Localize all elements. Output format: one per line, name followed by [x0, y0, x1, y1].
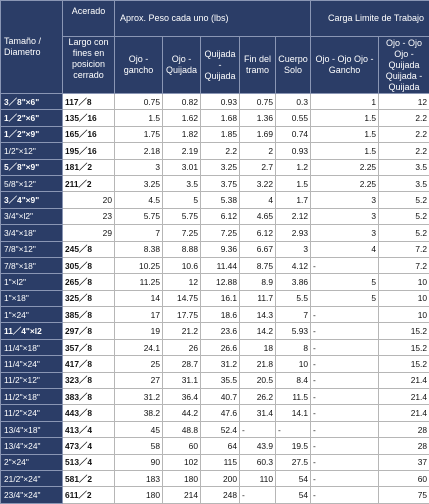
value-cell: 0.3	[276, 94, 311, 110]
header-size: Tamaño / Diametro	[1, 1, 63, 94]
value-cell: 1.5	[311, 110, 379, 126]
table-row	[1, 470, 429, 486]
value-cell: 6.12	[201, 208, 240, 224]
part-cell: 413／4	[63, 421, 115, 437]
table-row	[1, 487, 429, 503]
table-row	[1, 192, 429, 208]
value-cell: 17.75	[163, 307, 201, 323]
value-cell: 40.7	[201, 389, 240, 405]
part-cell: 20	[63, 192, 115, 208]
value-cell: -	[311, 438, 379, 454]
size-cell: 21/2"×24"	[1, 470, 63, 486]
header-col: Quijada - Quijada	[201, 37, 240, 94]
part-cell: 383／8	[63, 389, 115, 405]
table-row	[1, 356, 429, 372]
value-cell: 110	[240, 470, 276, 486]
value-cell: 3.22	[240, 175, 276, 191]
value-cell: 11.5	[276, 389, 311, 405]
value-cell: 1.69	[240, 126, 276, 142]
part-cell: 323／8	[63, 372, 115, 388]
value-cell: 26.6	[201, 339, 240, 355]
value-cell: 2.93	[276, 225, 311, 241]
value-cell: -	[311, 323, 379, 339]
size-cell: 1／2"×9"	[1, 126, 63, 142]
value-cell: 248	[201, 487, 240, 503]
value-cell: 26	[163, 339, 201, 355]
value-cell: 28.7	[163, 356, 201, 372]
value-cell: 2.2	[379, 143, 429, 159]
value-cell: 183	[115, 470, 163, 486]
value-cell: 16.1	[201, 290, 240, 306]
value-cell: 15.2	[379, 356, 429, 372]
value-cell: 7	[115, 225, 163, 241]
size-cell: 1"×18"	[1, 290, 63, 306]
value-cell: 5	[163, 192, 201, 208]
table-row	[1, 307, 429, 323]
value-cell: -	[240, 421, 276, 437]
size-cell: 3/4"×18"	[1, 225, 63, 241]
value-cell: 21.4	[379, 389, 429, 405]
value-cell: 18.6	[201, 307, 240, 323]
table-row	[1, 438, 429, 454]
value-cell: 2.2	[379, 126, 429, 142]
value-cell: 2.19	[163, 143, 201, 159]
table-row	[1, 110, 429, 126]
header-col: Ojo - Ojo Ojo - Gancho	[311, 37, 379, 94]
value-cell: 28	[379, 438, 429, 454]
value-cell: 54	[276, 470, 311, 486]
value-cell: 12	[379, 94, 429, 110]
part-cell: 443／8	[63, 405, 115, 421]
value-cell: 36.4	[163, 389, 201, 405]
table-row	[1, 454, 429, 470]
value-cell: 3.25	[115, 175, 163, 191]
size-cell: 5/8"×12"	[1, 175, 63, 191]
value-cell: 1.62	[163, 110, 201, 126]
value-cell: 27.5	[276, 454, 311, 470]
table-row	[1, 274, 429, 290]
value-cell: 23.6	[201, 323, 240, 339]
value-cell: 200	[201, 470, 240, 486]
value-cell: 3	[115, 159, 163, 175]
value-cell: 3.01	[163, 159, 201, 175]
value-cell: 11.7	[240, 290, 276, 306]
value-cell: 21.8	[240, 356, 276, 372]
value-cell: 14	[115, 290, 163, 306]
value-cell: 10.6	[163, 257, 201, 273]
part-cell: 473／4	[63, 438, 115, 454]
value-cell: 6.67	[240, 241, 276, 257]
value-cell: -	[311, 372, 379, 388]
value-cell: 10.25	[115, 257, 163, 273]
table-row	[1, 421, 429, 437]
value-cell: 38.2	[115, 405, 163, 421]
value-cell: 58	[115, 438, 163, 454]
value-cell: 20.5	[240, 372, 276, 388]
part-cell: 357／8	[63, 339, 115, 355]
size-cell: 3／8"×6"	[1, 94, 63, 110]
value-cell: 0.74	[276, 126, 311, 142]
part-cell: 385／8	[63, 307, 115, 323]
header-col: Fin del tramo	[240, 37, 276, 94]
size-cell: 7/8"×18"	[1, 257, 63, 273]
value-cell: 0.75	[240, 94, 276, 110]
part-cell: 325／8	[63, 290, 115, 306]
value-cell: 3	[311, 192, 379, 208]
table-row	[1, 94, 429, 110]
value-cell: -	[311, 307, 379, 323]
value-cell: 15.2	[379, 323, 429, 339]
value-cell: 21.4	[379, 372, 429, 388]
value-cell: 90	[115, 454, 163, 470]
value-cell: 1.75	[115, 126, 163, 142]
value-cell: 1.5	[311, 126, 379, 142]
size-cell: 1/2"×12"	[1, 143, 63, 159]
value-cell: 15.2	[379, 339, 429, 355]
table-row	[1, 339, 429, 355]
value-cell: 1.2	[276, 159, 311, 175]
value-cell: 12.88	[201, 274, 240, 290]
value-cell: 3	[311, 208, 379, 224]
value-cell: 180	[163, 470, 201, 486]
header-col: Ojo - Ojo Ojo - Quijada Quijada - Quijada	[379, 37, 429, 94]
value-cell: 26.2	[240, 389, 276, 405]
value-cell: 4.12	[276, 257, 311, 273]
value-cell: 14.2	[240, 323, 276, 339]
value-cell: -	[311, 257, 379, 273]
value-cell: -	[240, 487, 276, 503]
value-cell: 3.75	[201, 175, 240, 191]
value-cell: 7.25	[201, 225, 240, 241]
value-cell: 10	[379, 274, 429, 290]
value-cell: 5	[311, 290, 379, 306]
value-cell: 28	[379, 421, 429, 437]
part-cell: 181／2	[63, 159, 115, 175]
value-cell: 21.4	[379, 405, 429, 421]
header-col: Cuerpo Solo	[276, 37, 311, 94]
value-cell: 52.4	[201, 421, 240, 437]
value-cell: 7.25	[163, 225, 201, 241]
header-acerado: Acerado	[63, 1, 115, 37]
table-row	[1, 389, 429, 405]
value-cell: 2.2	[201, 143, 240, 159]
value-cell: 0.93	[276, 143, 311, 159]
value-cell: 3.25	[201, 159, 240, 175]
value-cell: 2.25	[311, 159, 379, 175]
size-cell: 1"×l2"	[1, 274, 63, 290]
table-row	[1, 175, 429, 191]
value-cell: 2	[240, 143, 276, 159]
value-cell: 8.88	[163, 241, 201, 257]
header-col: Ojo - gancho	[115, 37, 163, 94]
value-cell: 5.75	[115, 208, 163, 224]
value-cell: -	[311, 487, 379, 503]
value-cell: -	[311, 421, 379, 437]
value-cell: 4	[311, 241, 379, 257]
value-cell: 5.75	[163, 208, 201, 224]
value-cell: 44.2	[163, 405, 201, 421]
value-cell: 5	[311, 274, 379, 290]
size-cell: 1"×24"	[1, 307, 63, 323]
value-cell: 8.4	[276, 372, 311, 388]
value-cell: 7.2	[379, 241, 429, 257]
value-cell: 6.12	[240, 225, 276, 241]
table-row	[1, 143, 429, 159]
value-cell: 14.75	[163, 290, 201, 306]
value-cell: 43.9	[240, 438, 276, 454]
value-cell: 5.2	[379, 192, 429, 208]
value-cell: 8.75	[240, 257, 276, 273]
part-cell: 165／16	[63, 126, 115, 142]
size-cell: 7/8"×12"	[1, 241, 63, 257]
part-cell: 305／8	[63, 257, 115, 273]
value-cell: 10	[379, 307, 429, 323]
value-cell: 2.12	[276, 208, 311, 224]
value-cell: 21.2	[163, 323, 201, 339]
value-cell: -	[311, 339, 379, 355]
part-cell: 417／8	[63, 356, 115, 372]
size-cell: 23/4"×24"	[1, 487, 63, 503]
table-row	[1, 372, 429, 388]
value-cell: 3.86	[276, 274, 311, 290]
value-cell: -	[311, 470, 379, 486]
value-cell: 4.5	[115, 192, 163, 208]
size-cell: 5／8"×9"	[1, 159, 63, 175]
value-cell: 17	[115, 307, 163, 323]
table-row	[1, 225, 429, 241]
value-cell: 9.36	[201, 241, 240, 257]
header-largo: Largo con fines en posicion cerrado	[63, 37, 115, 94]
value-cell: 2.2	[379, 110, 429, 126]
value-cell: 3	[311, 225, 379, 241]
part-cell: 195／16	[63, 143, 115, 159]
table-row	[1, 323, 429, 339]
value-cell: 8	[276, 339, 311, 355]
value-cell: 1.85	[201, 126, 240, 142]
value-cell: -	[311, 454, 379, 470]
value-cell: 1	[311, 94, 379, 110]
value-cell: 48.8	[163, 421, 201, 437]
value-cell: -	[311, 389, 379, 405]
value-cell: 5.2	[379, 225, 429, 241]
table-row	[1, 290, 429, 306]
value-cell: 102	[163, 454, 201, 470]
value-cell: 115	[201, 454, 240, 470]
size-cell: 3／4"×9"	[1, 192, 63, 208]
size-cell: 2"×24"	[1, 454, 63, 470]
size-cell: 13/4"×24"	[1, 438, 63, 454]
value-cell: 10	[379, 290, 429, 306]
value-cell: 11.44	[201, 257, 240, 273]
size-cell: 11/2"×12"	[1, 372, 63, 388]
value-cell: 214	[163, 487, 201, 503]
table-row	[1, 257, 429, 273]
value-cell: 35.5	[201, 372, 240, 388]
part-cell: 29	[63, 225, 115, 241]
part-cell: 513／4	[63, 454, 115, 470]
part-cell: 245／8	[63, 241, 115, 257]
part-cell: 265／8	[63, 274, 115, 290]
value-cell: 1.68	[201, 110, 240, 126]
header-aprox-weight: Aprox. Peso cada uno (lbs)	[115, 1, 311, 37]
value-cell: 31.2	[115, 389, 163, 405]
value-cell: 5.93	[276, 323, 311, 339]
value-cell: 31.2	[201, 356, 240, 372]
value-cell: 18	[240, 339, 276, 355]
value-cell: 2.18	[115, 143, 163, 159]
spec-table-body	[1, 94, 429, 504]
part-cell: 135／16	[63, 110, 115, 126]
value-cell: 60	[163, 438, 201, 454]
value-cell: 7	[276, 307, 311, 323]
value-cell: 4	[240, 192, 276, 208]
value-cell: 19.5	[276, 438, 311, 454]
size-cell: 11/2"×24"	[1, 405, 63, 421]
header-col: Ojo - Quijada	[163, 37, 201, 94]
value-cell: 5.2	[379, 208, 429, 224]
value-cell: 47.6	[201, 405, 240, 421]
value-cell: 0.82	[163, 94, 201, 110]
table-row	[1, 159, 429, 175]
table-row	[1, 126, 429, 142]
value-cell: 27	[115, 372, 163, 388]
value-cell: -	[311, 356, 379, 372]
value-cell: 2.25	[311, 175, 379, 191]
size-cell: 1／2"×6"	[1, 110, 63, 126]
table-row	[1, 208, 429, 224]
value-cell: 25	[115, 356, 163, 372]
part-cell: 117／8	[63, 94, 115, 110]
part-cell: 211／2	[63, 175, 115, 191]
value-cell: 1.5	[276, 175, 311, 191]
value-cell: -	[311, 405, 379, 421]
value-cell: 4.65	[240, 208, 276, 224]
value-cell: 14.3	[240, 307, 276, 323]
size-cell: 11/4"×24"	[1, 356, 63, 372]
value-cell: 54	[276, 487, 311, 503]
table-row	[1, 241, 429, 257]
value-cell: 60.3	[240, 454, 276, 470]
value-cell: 3	[276, 241, 311, 257]
size-cell: 3/4"×l2"	[1, 208, 63, 224]
value-cell: 2.7	[240, 159, 276, 175]
value-cell: -	[276, 421, 311, 437]
value-cell: 19	[115, 323, 163, 339]
value-cell: 75	[379, 487, 429, 503]
value-cell: 0.93	[201, 94, 240, 110]
value-cell: 8.9	[240, 274, 276, 290]
value-cell: 5.5	[276, 290, 311, 306]
value-cell: 7.2	[379, 257, 429, 273]
size-cell: 11／4"×l2	[1, 323, 63, 339]
part-cell: 611／2	[63, 487, 115, 503]
value-cell: 1.7	[276, 192, 311, 208]
value-cell: 31.4	[240, 405, 276, 421]
value-cell: 3.5	[379, 159, 429, 175]
value-cell: 64	[201, 438, 240, 454]
value-cell: 3.5	[163, 175, 201, 191]
value-cell: 11.25	[115, 274, 163, 290]
value-cell: 1.5	[311, 143, 379, 159]
value-cell: 60	[379, 470, 429, 486]
size-cell: 11/2"×18"	[1, 389, 63, 405]
value-cell: 5.38	[201, 192, 240, 208]
value-cell: 1.36	[240, 110, 276, 126]
table-row	[1, 405, 429, 421]
value-cell: 24.1	[115, 339, 163, 355]
size-cell: 13/4"×18"	[1, 421, 63, 437]
part-cell: 297／8	[63, 323, 115, 339]
value-cell: 12	[163, 274, 201, 290]
value-cell: 0.75	[115, 94, 163, 110]
size-cell: 11/4"×18"	[1, 339, 63, 355]
value-cell: 180	[115, 487, 163, 503]
value-cell: 3.5	[379, 175, 429, 191]
header-working-load: Carga Limite de Trabajo	[311, 1, 429, 37]
value-cell: 45	[115, 421, 163, 437]
value-cell: 1.5	[115, 110, 163, 126]
value-cell: 14.1	[276, 405, 311, 421]
value-cell: 1.82	[163, 126, 201, 142]
value-cell: 10	[276, 356, 311, 372]
part-cell: 23	[63, 208, 115, 224]
value-cell: 31.1	[163, 372, 201, 388]
value-cell: 0.55	[276, 110, 311, 126]
part-cell: 581／2	[63, 470, 115, 486]
value-cell: 8.38	[115, 241, 163, 257]
value-cell: 37	[379, 454, 429, 470]
